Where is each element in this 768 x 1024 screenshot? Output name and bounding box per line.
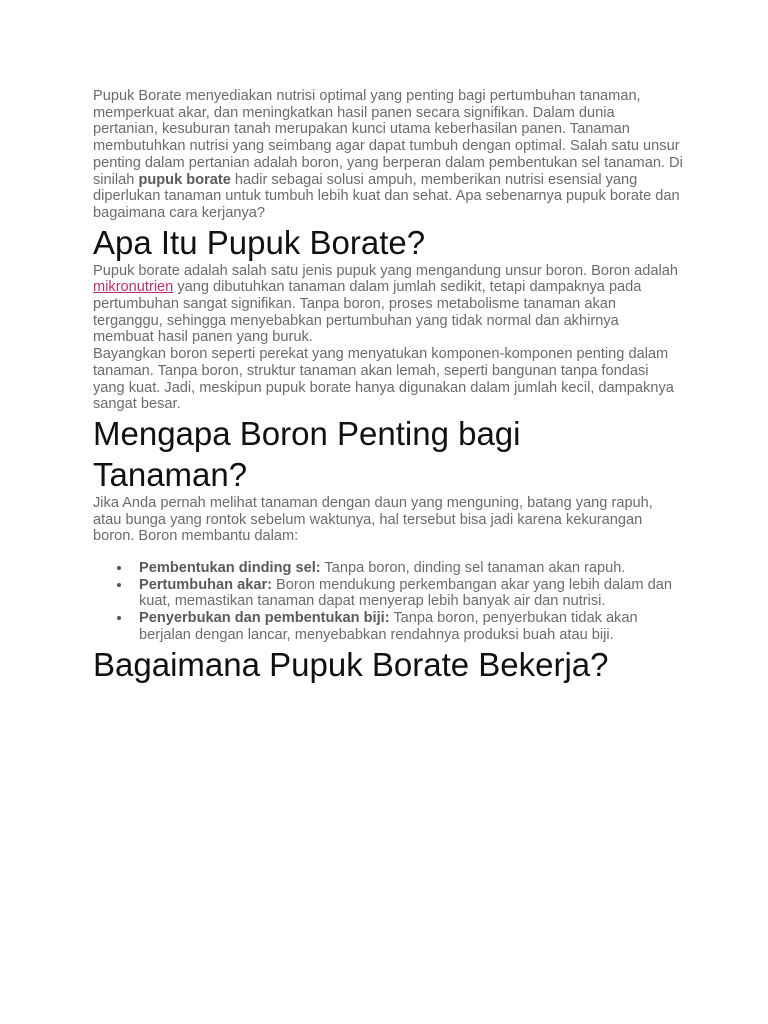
section1-p1-text-end: yang dibutuhkan tanaman dalam jumlah sedikit, tetapi dampaknya pada pertumbuhan sangat signifikan. Tanpa boron, proses metabolisme tanaman akan terganggu, sehingga menyebabkan pertumbuhan yang tidak normal dan akhirnya membuat hasil panen yang buruk. xyxy=(93,279,642,346)
intro-paragraph xyxy=(93,88,683,222)
section-heading-apa-itu: Apa Itu Pupuk Borate? xyxy=(93,223,426,261)
intro-text-start: Pupuk Borate menyediakan nutrisi optimal yang penting bagi pertumbuhan tanaman, memperkuat akar, dan meningkatkan hasil panen secara signifikan. Dalam dunia pertanian, kesuburan tanah merupakan kunci utama keberhasilan panen. Tanaman membutuhkan nutrisi yang seimbang agar dapat tumbuh dengan optimal. Salah satu unsur penting dalam pertanian adalah boron, yang berperan dalam pembentukan sel tanaman. Di sinilah xyxy=(93,88,683,188)
bullet-icon xyxy=(117,566,121,570)
section-heading-mengapa-boron: Mengapa Boron Penting bagi Tanaman? xyxy=(93,414,521,493)
intro-bold-term: pupuk borate xyxy=(138,171,231,188)
list-item-term: Pembentukan dinding sel: xyxy=(139,560,321,577)
list-item-text: Boron mendukung perkembangan akar yang lebih dalam dan kuat, memastikan tanaman dapat menyerap lebih banyak air dan nutrisi. xyxy=(139,576,672,610)
bullet-icon xyxy=(117,583,121,587)
list-item xyxy=(139,610,683,643)
section1-paragraph-2: Bayangkan boron seperti perekat yang menyatukan komponen-komponen penting dalam tanaman. Tanpa boron, struktur tanaman akan lemah, seperti bangunan tanpa fondasi yang kuat. Jadi, meskipun pupuk borate hanya digunakan dalam jumlah kecil, dampaknya sangat besar. xyxy=(93,346,674,413)
intro-text-end: hadir sebagai solusi ampuh, memberikan nutrisi esensial yang diperlukan tanaman untuk tumbuh lebih kuat dan sehat. Apa sebenarnya pupuk borate dan bagaimana cara kerjanya? xyxy=(93,171,680,221)
boron-benefits-list xyxy=(93,560,683,644)
bullet-icon xyxy=(117,616,121,620)
list-item-term: Penyerbukan dan pembentukan biji: xyxy=(139,610,390,627)
list-item-term: Pertumbuhan akar: xyxy=(139,576,272,593)
mikronutrien-link[interactable]: mikronutrien xyxy=(93,279,174,296)
list-item xyxy=(139,560,683,577)
section1-p1-text-start: Pupuk borate adalah salah satu jenis pupuk yang mengandung unsur boron. Boron adalah xyxy=(93,262,678,279)
section-heading-bagaimana-bekerja: Bagaimana Pupuk Borate Bekerja? xyxy=(93,645,609,683)
list-item-text: Tanpa boron, penyerbukan tidak akan berjalan dengan lancar, menyebabkan rendahnya produksi buah atau biji. xyxy=(139,610,638,643)
list-item xyxy=(139,577,683,610)
section1-paragraph-1 xyxy=(93,263,683,347)
document-page xyxy=(93,88,683,685)
section2-intro-paragraph: Jika Anda pernah melihat tanaman dengan daun yang menguning, batang yang rapuh, atau bunga yang rontok sebelum waktunya, hal tersebut bisa jadi karena kekurangan boron. Boron membantu dalam: xyxy=(93,494,653,545)
list-item-text: Tanpa boron, dinding sel tanaman akan rapuh. xyxy=(320,560,626,577)
